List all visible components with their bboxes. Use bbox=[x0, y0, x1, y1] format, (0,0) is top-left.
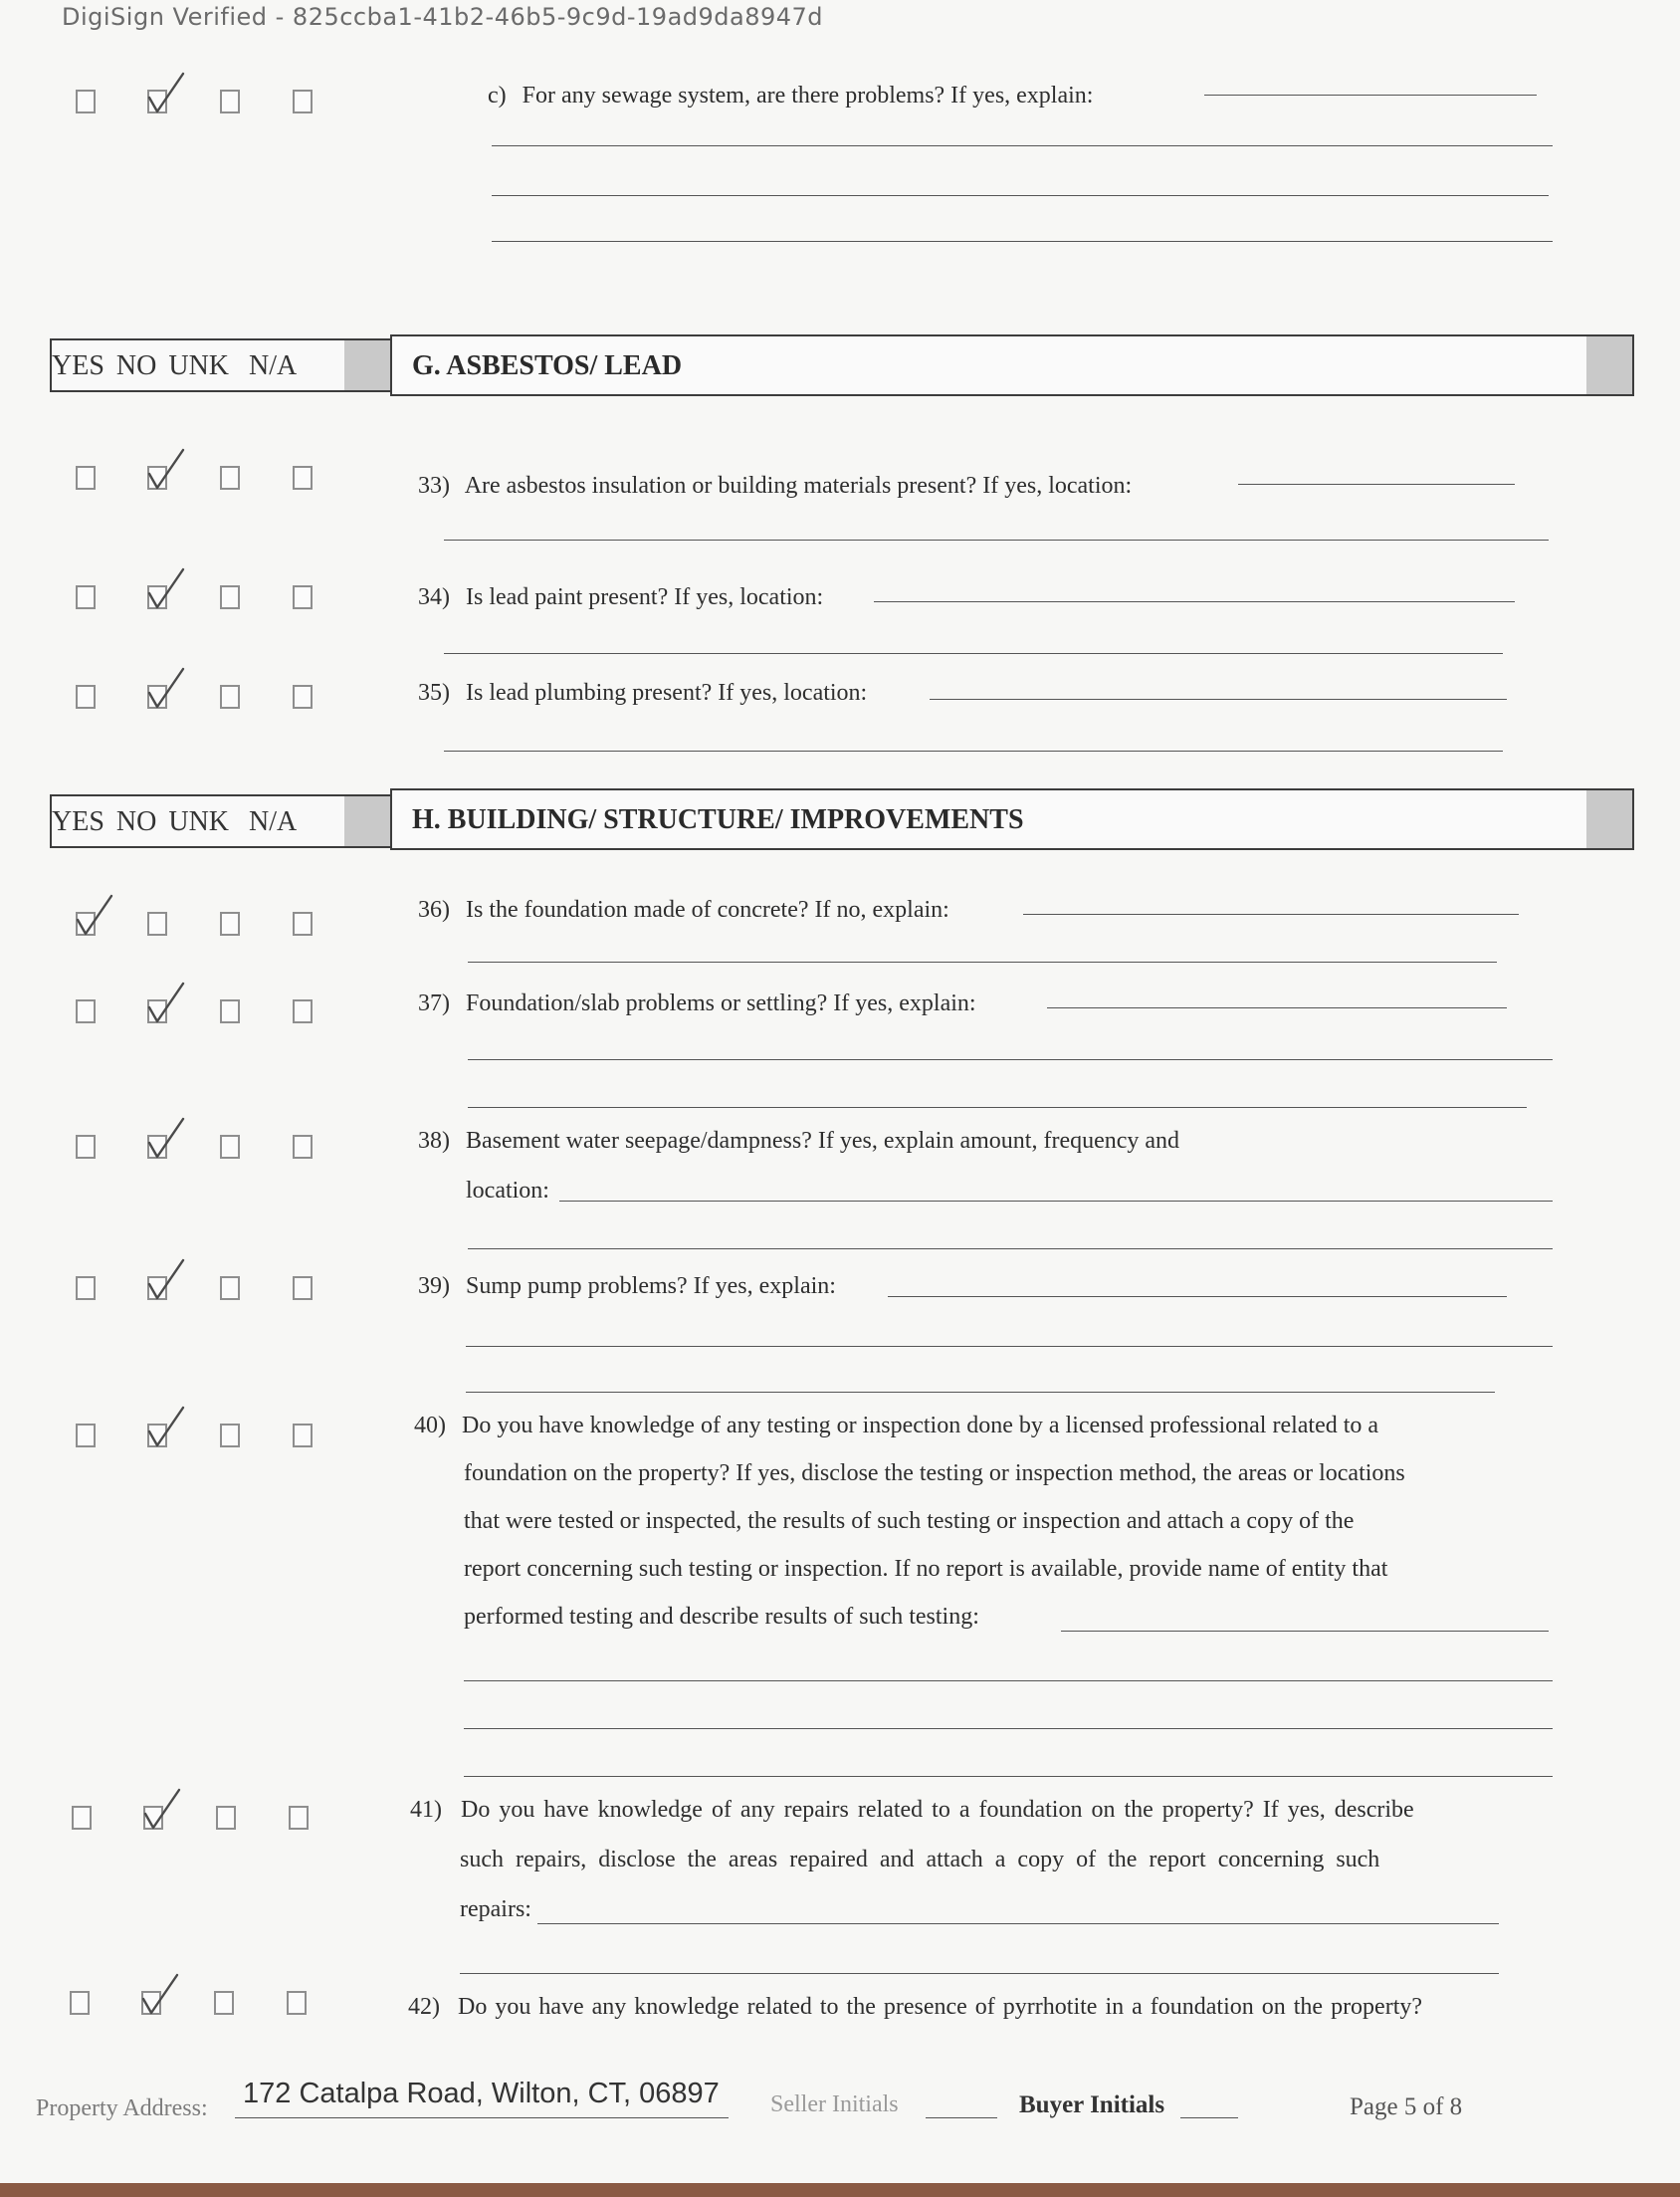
column-headers-box bbox=[50, 338, 344, 392]
answer-line[interactable] bbox=[537, 1923, 1499, 1924]
answer-line[interactable] bbox=[888, 1296, 1507, 1297]
answer-line[interactable] bbox=[460, 1973, 1499, 1974]
question-text: Is the foundation made of concrete? If no, explain: bbox=[466, 897, 949, 923]
question-number: 41) bbox=[410, 1797, 442, 1823]
checkbox-unk[interactable] bbox=[216, 1806, 236, 1830]
col-no: NO bbox=[115, 350, 157, 381]
checkmark-icon bbox=[143, 444, 187, 494]
checkbox-na[interactable] bbox=[293, 912, 313, 936]
checkbox-row-q35 bbox=[0, 685, 338, 715]
checkbox-yes[interactable] bbox=[76, 1276, 96, 1300]
checkbox-row-q33 bbox=[0, 466, 338, 496]
checkmark-icon bbox=[139, 1784, 183, 1834]
checkbox-na[interactable] bbox=[293, 585, 313, 609]
answer-line[interactable] bbox=[464, 1776, 1553, 1777]
checkbox-na[interactable] bbox=[293, 1424, 313, 1447]
answer-line[interactable] bbox=[874, 601, 1515, 602]
question-number: 37) bbox=[418, 990, 450, 1016]
checkbox-unk[interactable] bbox=[220, 999, 240, 1023]
col-na: N/A bbox=[249, 350, 298, 381]
checkbox-no[interactable] bbox=[147, 912, 167, 936]
property-address-value[interactable]: 172 Catalpa Road, Wilton, CT, 06897 bbox=[243, 2078, 720, 2109]
checkbox-yes[interactable] bbox=[76, 1135, 96, 1159]
section-title: G. ASBESTOS/ LEAD bbox=[412, 350, 683, 381]
question-42 bbox=[408, 1983, 1422, 2031]
answer-line[interactable] bbox=[468, 1107, 1527, 1108]
checkbox-na[interactable] bbox=[289, 1806, 309, 1830]
checkbox-yes[interactable] bbox=[76, 90, 96, 113]
checkbox-na[interactable] bbox=[287, 1991, 307, 2015]
column-headers bbox=[52, 806, 309, 838]
answer-line[interactable] bbox=[1023, 914, 1519, 915]
property-address-line bbox=[235, 2117, 729, 2118]
checkbox-row-q37 bbox=[0, 999, 338, 1029]
answer-line[interactable] bbox=[444, 653, 1503, 654]
question-text: Foundation/slab problems or settling? If yes, explain: bbox=[466, 990, 976, 1016]
question-number: 36) bbox=[418, 897, 450, 923]
checkbox-unk[interactable] bbox=[220, 685, 240, 709]
question-text: Sump pump problems? If yes, explain: bbox=[466, 1273, 836, 1299]
col-na: N/A bbox=[249, 806, 298, 837]
question-40 bbox=[414, 1402, 1378, 1449]
checkmark-icon bbox=[72, 890, 115, 940]
answer-line[interactable] bbox=[492, 195, 1549, 196]
col-unk: UNK bbox=[168, 350, 230, 381]
header-shade bbox=[344, 338, 390, 392]
checkbox-na[interactable] bbox=[293, 1135, 313, 1159]
buyer-initials-field[interactable] bbox=[1180, 2117, 1238, 2118]
checkbox-na[interactable] bbox=[293, 685, 313, 709]
section-title: H. BUILDING/ STRUCTURE/ IMPROVEMENTS bbox=[412, 804, 1024, 835]
answer-line[interactable] bbox=[466, 1392, 1495, 1393]
checkbox-unk[interactable] bbox=[220, 90, 240, 113]
question-35 bbox=[418, 669, 867, 717]
checkbox-row-q34 bbox=[0, 585, 338, 615]
question-text: Basement water seepage/dampness? If yes, explain amount, frequency and bbox=[466, 1128, 1180, 1154]
answer-line[interactable] bbox=[1238, 484, 1515, 485]
section-g-header bbox=[50, 334, 1634, 398]
question-text: Do you have any knowledge related to the presence of pyrrhotite in a foundation on the property? bbox=[458, 1994, 1423, 2020]
question-number: c) bbox=[488, 83, 507, 109]
question-text: Do you have knowledge of any repairs related to a foundation on the property? If yes, describe bbox=[461, 1797, 1414, 1823]
column-headers-box bbox=[50, 794, 344, 848]
question-number: 38) bbox=[418, 1128, 450, 1154]
question-39 bbox=[418, 1262, 836, 1310]
question-text: Do you have knowledge of any testing or inspection done by a licensed professional related to a bbox=[462, 1413, 1379, 1438]
answer-line[interactable] bbox=[492, 241, 1553, 242]
question-41 bbox=[410, 1786, 1414, 1834]
checkbox-unk[interactable] bbox=[220, 1424, 240, 1447]
checkbox-yes[interactable] bbox=[72, 1806, 92, 1830]
question-34 bbox=[418, 573, 823, 621]
checkbox-row-q39 bbox=[0, 1276, 338, 1306]
col-unk: UNK bbox=[168, 806, 230, 837]
checkbox-row-q41 bbox=[0, 1806, 334, 1836]
question-41-line3: repairs: bbox=[460, 1896, 531, 1922]
checkmark-icon bbox=[143, 563, 187, 613]
checkbox-unk[interactable] bbox=[220, 466, 240, 490]
question-text: Is lead plumbing present? If yes, location: bbox=[466, 680, 868, 706]
page-number: Page 5 of 8 bbox=[1350, 2093, 1463, 2120]
checkbox-row-q40 bbox=[0, 1424, 338, 1453]
page-edge bbox=[0, 2183, 1680, 2197]
answer-line[interactable] bbox=[930, 699, 1507, 700]
question-33 bbox=[418, 462, 1132, 510]
header-shade bbox=[1586, 336, 1632, 394]
header-shade bbox=[344, 794, 390, 848]
section-title-box bbox=[390, 334, 1634, 396]
checkbox-yes[interactable] bbox=[76, 685, 96, 709]
checkmark-icon bbox=[143, 978, 187, 1027]
answer-line[interactable] bbox=[464, 1728, 1553, 1729]
question-36 bbox=[418, 886, 949, 934]
question-number: 39) bbox=[418, 1273, 450, 1299]
question-number: 40) bbox=[414, 1413, 446, 1438]
header-shade bbox=[1586, 790, 1632, 848]
question-text: location: bbox=[466, 1178, 549, 1204]
question-32c bbox=[488, 72, 1093, 119]
checkmark-icon bbox=[143, 1254, 187, 1304]
question-40-line5: performed testing and describe results of such testing: bbox=[464, 1604, 979, 1630]
question-number: 33) bbox=[418, 473, 450, 499]
buyer-initials-label: Buyer Initials bbox=[1019, 2091, 1165, 2118]
checkbox-na[interactable] bbox=[293, 1276, 313, 1300]
question-41-line2: such repairs, disclose the areas repaired and attach a copy of the report concerning such bbox=[460, 1847, 1380, 1872]
question-number: 34) bbox=[418, 584, 450, 610]
question-40-line4: report concerning such testing or inspection. If no report is available, provide name of entity that bbox=[464, 1556, 1388, 1582]
answer-line[interactable] bbox=[464, 1680, 1553, 1681]
answer-line[interactable] bbox=[559, 1201, 1553, 1202]
answer-line[interactable] bbox=[492, 145, 1553, 146]
answer-line[interactable] bbox=[1061, 1631, 1549, 1632]
col-no: NO bbox=[115, 806, 157, 837]
checkbox-unk[interactable] bbox=[220, 912, 240, 936]
checkbox-yes[interactable] bbox=[76, 999, 96, 1023]
question-number: 35) bbox=[418, 680, 450, 706]
checkbox-na[interactable] bbox=[293, 466, 313, 490]
question-40-line3: that were tested or inspected, the results of such testing or inspection and attach a copy of the bbox=[464, 1508, 1355, 1534]
checkbox-row-q42 bbox=[0, 1991, 332, 2021]
checkbox-row-q32c bbox=[0, 90, 338, 119]
checkbox-unk[interactable] bbox=[220, 1276, 240, 1300]
checkbox-row-q36 bbox=[0, 912, 338, 942]
answer-line[interactable] bbox=[468, 1248, 1553, 1249]
page-footer bbox=[0, 2076, 1680, 2135]
col-yes: YES bbox=[52, 350, 105, 381]
checkbox-na[interactable] bbox=[293, 90, 313, 113]
question-text: Are asbestos insulation or building materials present? If yes, location: bbox=[464, 473, 1133, 499]
checkmark-icon bbox=[143, 663, 187, 713]
answer-line[interactable] bbox=[466, 1346, 1553, 1347]
answer-line[interactable] bbox=[468, 1059, 1553, 1060]
column-headers bbox=[52, 350, 309, 382]
property-address-label: Property Address: bbox=[36, 2095, 208, 2121]
col-yes: YES bbox=[52, 806, 105, 837]
answer-line[interactable] bbox=[468, 962, 1497, 963]
checkmark-icon bbox=[143, 1402, 187, 1451]
checkbox-na[interactable] bbox=[293, 999, 313, 1023]
question-40-line2: foundation on the property? If yes, disclose the testing or inspection method, the areas or locations bbox=[464, 1460, 1405, 1486]
section-title-box bbox=[390, 788, 1634, 850]
checkmark-icon bbox=[137, 1969, 181, 2019]
checkmark-icon bbox=[143, 68, 187, 117]
question-number: 42) bbox=[408, 1994, 440, 2020]
answer-line[interactable] bbox=[444, 540, 1549, 541]
answer-line[interactable] bbox=[1204, 95, 1537, 96]
question-38 bbox=[418, 1117, 1179, 1165]
checkbox-yes[interactable] bbox=[70, 1991, 90, 2015]
answer-line[interactable] bbox=[1047, 1007, 1507, 1008]
seller-initials-field[interactable] bbox=[926, 2117, 997, 2118]
section-h-header bbox=[50, 780, 1634, 844]
seller-initials-label: Seller Initials bbox=[770, 2091, 899, 2117]
question-text: For any sewage system, are there problems? If yes, explain: bbox=[522, 83, 1094, 109]
checkmark-icon bbox=[143, 1113, 187, 1163]
checkbox-unk[interactable] bbox=[220, 585, 240, 609]
question-text: Is lead paint present? If yes, location: bbox=[466, 584, 824, 610]
checkbox-yes[interactable] bbox=[76, 1424, 96, 1447]
question-38-line2 bbox=[466, 1167, 549, 1214]
checkbox-yes[interactable] bbox=[76, 466, 96, 490]
question-37 bbox=[418, 980, 976, 1027]
checkbox-yes[interactable] bbox=[76, 585, 96, 609]
answer-line[interactable] bbox=[444, 751, 1503, 752]
checkbox-unk[interactable] bbox=[220, 1135, 240, 1159]
checkbox-unk[interactable] bbox=[214, 1991, 234, 2015]
checkbox-row-q38 bbox=[0, 1135, 338, 1165]
digisign-watermark: DigiSign Verified - 825ccba1-41b2-46b5-9c9d-19ad9da8947d bbox=[62, 3, 824, 31]
